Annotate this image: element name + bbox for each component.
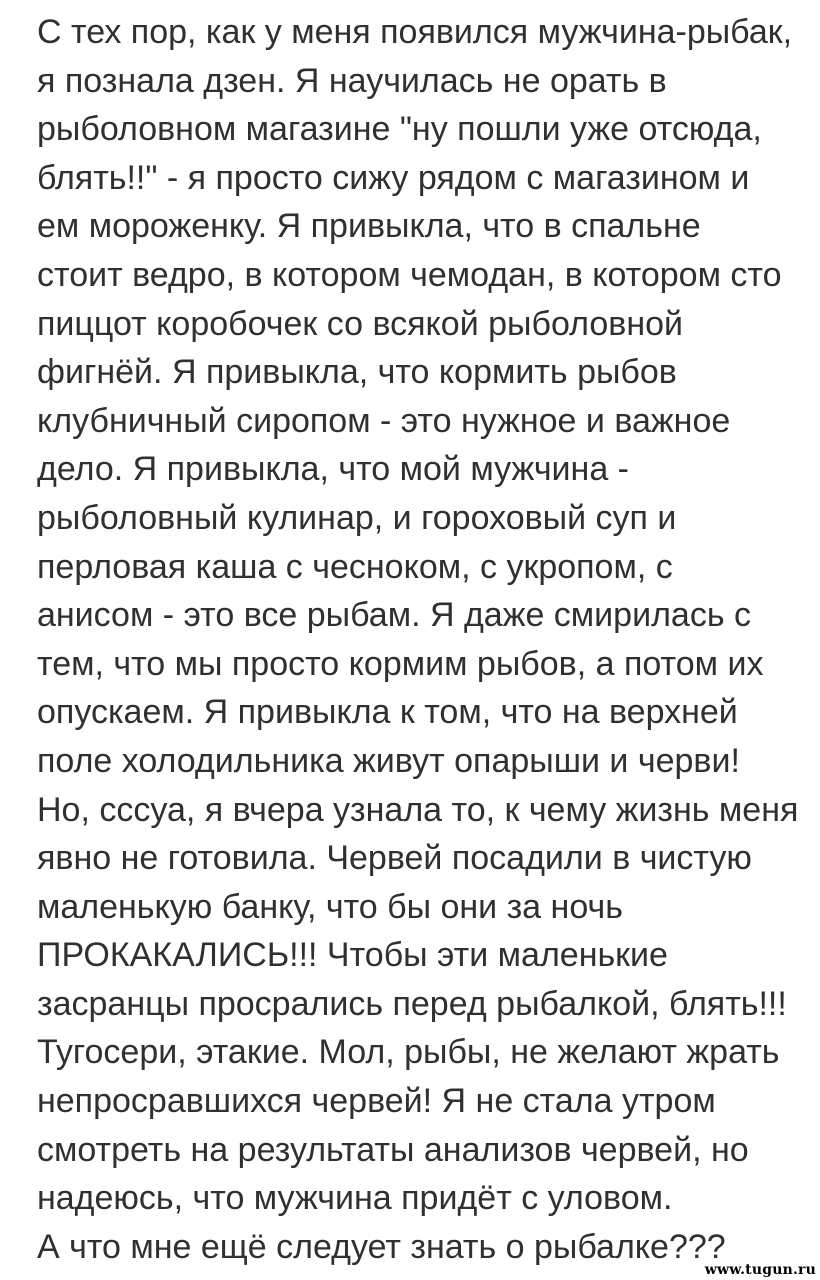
text-line: смотреть на результаты анализов червей, но: [37, 1130, 749, 1169]
text-line: пиццот коробочек со всякой рыболовной: [37, 304, 683, 343]
text-line: Но, сссуа, я вчера узнала то, к чему жизнь меня: [37, 790, 799, 829]
watermark: www.tugun.ru: [704, 1262, 816, 1278]
text-line: рыболовный кулинар, и гороховый суп и: [37, 498, 677, 537]
text-line: фигнёй. Я привыкла, что кормить рыбов: [37, 353, 677, 392]
text-line: блять!!" - я просто сижу рядом с магазином и: [37, 158, 750, 197]
text-line: непросравшихся червей! Я не стала утром: [37, 1082, 716, 1121]
text-line: С тех пор, как у меня появился мужчина-рыбак,: [37, 13, 793, 51]
post-text: [37, 8, 813, 1271]
text-line: опускаем. Я привыкла к том, что на верхней: [37, 693, 738, 732]
text-line: дело. Я привыкла, что мой мужчина -: [37, 450, 629, 489]
text-line: надеюсь, что мужчина придёт с уловом.: [37, 1179, 673, 1218]
text-line: стоит ведро, в котором чемодан, в котором сто: [37, 255, 782, 294]
text-line: явно не готовила. Червей посадили в чистую: [37, 839, 752, 878]
text-line: я познала дзен. Я научилась не орать в: [37, 61, 667, 100]
text-line: маленькую банку, что бы они за ночь: [37, 887, 623, 926]
text-line: клубничный сиропом - это нужное и важное: [37, 401, 731, 440]
text-line: рыболовном магазине "ну пошли уже отсюда,: [37, 110, 762, 149]
text-line: А что мне ещё следует знать о рыбалке???: [37, 1227, 726, 1266]
text-line: перловая каша с чесноком, с укропом, с: [37, 547, 673, 586]
text-line: ем мороженку. Я привыкла, что в спальне: [37, 207, 701, 246]
text-line: засранцы просрались перед рыбалкой, блять!!!: [37, 984, 787, 1023]
text-line: тем, что мы просто кормим рыбов, а потом их: [37, 644, 764, 683]
text-line: Тугосери, этакие. Мол, рыбы, не желают жрать: [37, 1033, 780, 1072]
text-line: ПРОКАКАЛИСЬ!!! Чтобы эти маленькие: [37, 936, 668, 975]
text-line: анисом - это все рыбам. Я даже смирилась с: [37, 596, 751, 635]
text-line: поле холодильника живут опарыши и черви!: [37, 741, 740, 780]
